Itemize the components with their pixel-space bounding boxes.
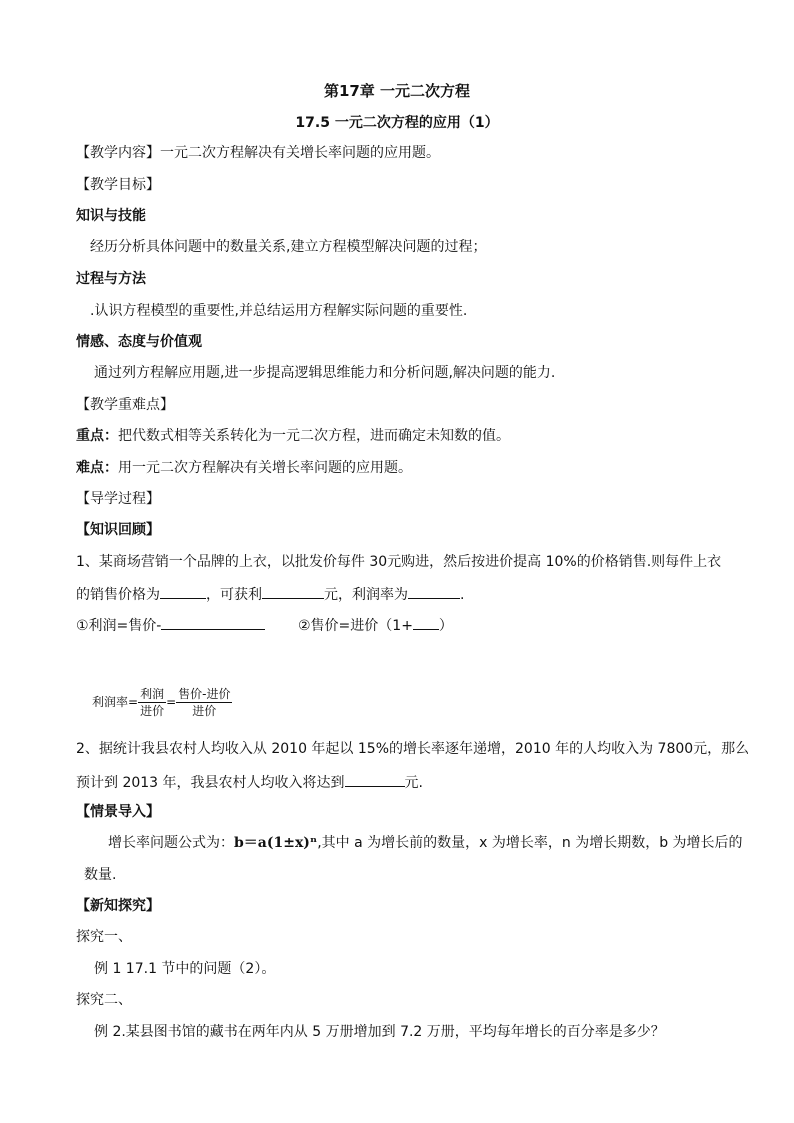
q2-blank-income[interactable] [345,772,405,787]
formula-equals: = [166,695,177,709]
hint-price-blank[interactable] [413,615,439,630]
q1-blank-price[interactable] [160,584,206,599]
q1-blank-rate[interactable] [408,584,460,599]
q1-text-a: 的销售价格为 [76,587,160,603]
hint-profit-blank[interactable] [161,615,265,630]
q1-text-b: ，可获利 [206,587,262,603]
hint-price-text: ②售价=进价（1+ [298,618,413,634]
growth-formula-explanation: ,其中 a 为增长前的数量，x 为增长率，n 为增长期数，b 为增长后的 [317,835,743,851]
question-1-line-2 [76,584,464,604]
q1-text-c: 元，利润率为 [324,587,408,603]
formula-fraction-2 [176,686,232,719]
knowledge-skills-heading: 知识与技能 [76,208,146,224]
formula-fraction-1 [138,686,166,719]
q2-text-b: 元. [404,775,423,791]
explore-part-2: 探究二、 [76,992,132,1008]
question-2-line-1: 2、据统计我县农村人均收入从 2010 年起以 15%的增长率逐年递增，2010 年的人均收入为 7800元，那么 [76,741,750,757]
teaching-content [76,144,440,162]
key-difficult-heading: 【教学重难点】 [76,397,174,413]
hint-price [298,615,453,635]
knowledge-review-heading: 【知识回顾】 [76,522,160,538]
formula-denominator-2: 进价 [176,702,232,719]
hint-profit-text: ①利润=售价- [76,618,162,634]
knowledge-skills-text: 经历分析具体问题中的数量关系,建立方程模型解决问题的过程； [90,239,487,255]
process-methods-text: .认识方程模型的重要性,并总结运用方程解实际问题的重要性. [90,303,468,319]
key-point [76,427,510,445]
difficult-point-label: 难点： [76,460,118,476]
hint-profit [76,615,265,635]
chapter-title: 第17章 一元二次方程 [323,82,471,100]
teaching-content-label: 【教学内容】 [76,145,160,161]
process-methods-heading: 过程与方法 [76,271,146,287]
new-knowledge-heading: 【新知探究】 [76,898,160,914]
key-point-label: 重点： [76,428,118,444]
hint-price-end: ） [438,618,453,634]
teaching-content-text: 一元二次方程解决有关增长率问题的应用题。 [160,145,440,161]
growth-formula-line-2: 数量. [84,867,117,883]
formula-numerator-1: 利润 [140,687,165,701]
formula-denominator-1: 进价 [140,704,165,718]
attitude-values-heading: 情感、态度与价值观 [76,334,202,350]
growth-formula-intro: 增长率问题公式为： [108,835,234,851]
attitude-values-text: 通过列方程解应用题,进一步提高逻辑思维能力和分析问题,解决问题的能力. [94,365,556,381]
formula-label: 利润率= [92,695,139,709]
teaching-goals-heading: 【教学目标】 [76,177,160,193]
difficult-point-text: 用一元二次方程解决有关增长率问题的应用题。 [118,460,412,476]
question-1-line-1: 1、某商场营销一个品牌的上衣，以批发价每件 30元购进，然后按进价提高 10%的价格销售.则每件上衣 [76,554,722,570]
difficult-point [76,459,412,477]
guided-process-heading: 【导学过程】 [76,491,160,507]
growth-formula: b＝a(1±x)ⁿ [234,835,318,851]
scenario-intro-heading: 【情景导入】 [76,804,160,820]
q1-blank-profit[interactable] [262,584,324,599]
question-2-line-2 [76,772,423,792]
formula-numerator-2: 售价-进价 [178,687,231,701]
growth-formula-line [108,834,743,852]
section-title: 17.5 一元二次方程的应用（1） [295,115,499,131]
example-1: 例 1 17.1 节中的问题（2）。 [94,961,276,977]
key-point-text: 把代数式相等关系转化为一元二次方程，进而确定未知数的值。 [118,428,510,444]
profit-rate-formula [92,684,232,720]
q2-text-a: 预计到 2013 年，我县农村人均收入将达到 [76,775,345,791]
example-2: 例 2.某县图书馆的藏书在两年内从 5 万册增加到 7.2 万册，平均每年增长的百分率是多少？ [94,1024,665,1040]
explore-part-1: 探究一、 [76,929,132,945]
q1-text-d: . [460,587,465,603]
